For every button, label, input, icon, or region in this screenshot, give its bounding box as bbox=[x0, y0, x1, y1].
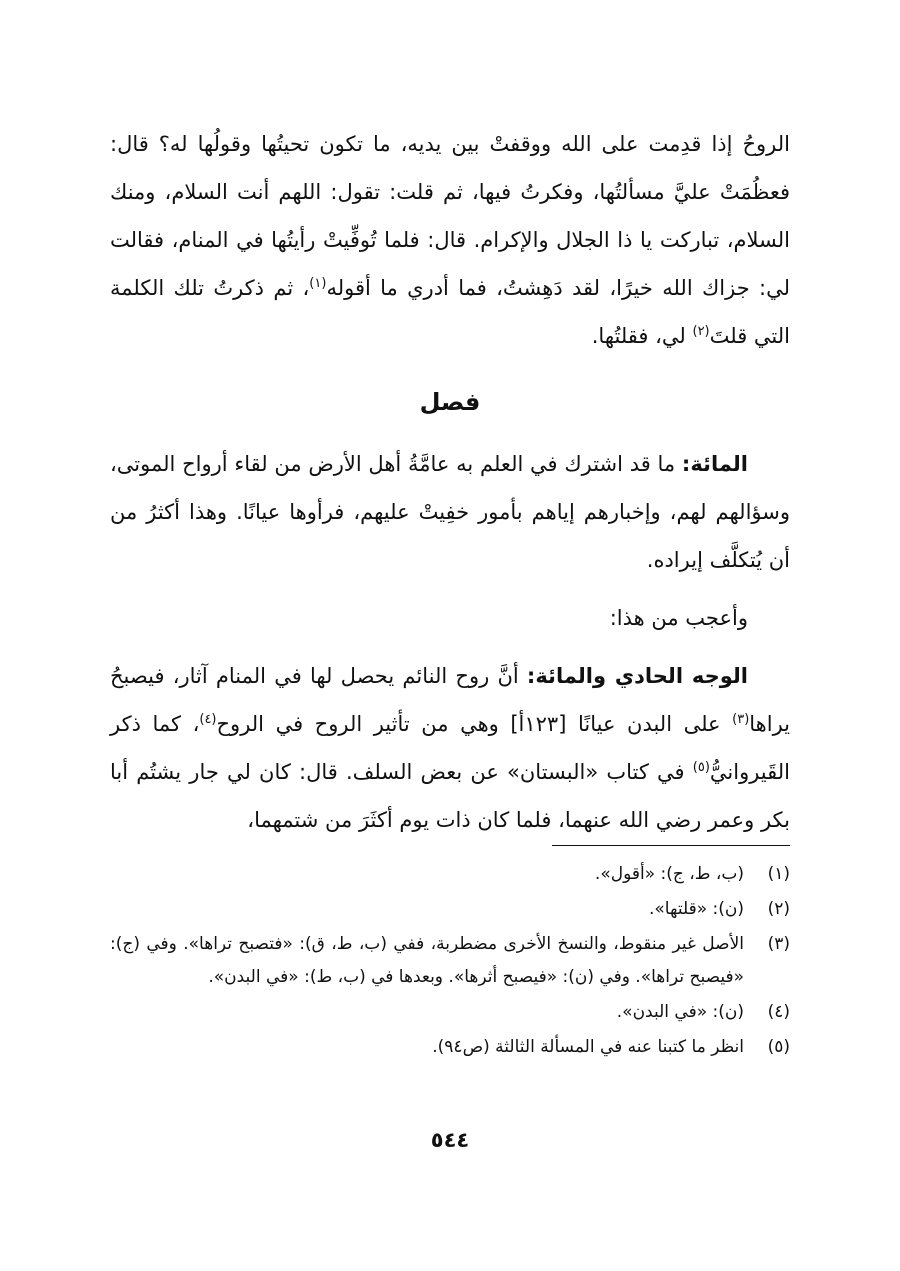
footnote-text: (ن): «في البدن». bbox=[616, 1002, 744, 1022]
footnote-text: (ب، ط، ج): «أقول». bbox=[594, 864, 744, 884]
footnote-item bbox=[110, 858, 790, 891]
paragraph-4-text-a: أنَّ روح النائم يحصل لها في المنام آثار، فيصبحُ يراها bbox=[110, 664, 791, 736]
paragraph-2-lead: المائة: bbox=[681, 452, 748, 476]
paragraph-3: وأعجب من هذا: bbox=[609, 606, 748, 630]
footnote-item bbox=[110, 1031, 790, 1064]
footnote-text: انظر ما كتبنا عنه في المسألة الثالثة (ص٩٤). bbox=[432, 1037, 744, 1057]
footnote-number: (٢) bbox=[767, 899, 790, 919]
footnote-text: (ن): «قلتها». bbox=[649, 899, 744, 919]
footnotes bbox=[110, 858, 790, 1066]
footnote-number: (٥) bbox=[767, 1037, 790, 1057]
footnote-text: الأصل غير منقوط، والنسخ الأخرى مضطربة، ففي (ب، ط، ق): «فتصبح تراها». وفي (ج): «فيصبح تراها». وفي (ن): «فيصبح أثرها». وبعدها في (ب، ط): «في البدن». bbox=[110, 934, 744, 987]
paragraph-2 bbox=[110, 440, 790, 584]
footnote-ref-4[interactable]: (٤) bbox=[199, 712, 217, 727]
footnote-divider bbox=[552, 845, 790, 846]
paragraph-1-text-b: ، ثم ذكرتُ تلك الكلمة التي قلتَ bbox=[110, 276, 790, 348]
footnote-number: (٣) bbox=[767, 934, 790, 954]
footnote-item bbox=[110, 928, 790, 994]
paragraph-1-text-c: لي، فقلتُها. bbox=[591, 324, 693, 348]
footnote-ref-5[interactable]: (٥) bbox=[692, 760, 710, 775]
footnote-number: (١) bbox=[767, 864, 790, 884]
paragraph-1 bbox=[110, 120, 790, 360]
paragraph-4-text-b: على البدن عيانًا [١٢٣أ] وهي من تأثير الروح في الروح bbox=[216, 712, 733, 736]
paragraph-4 bbox=[110, 652, 790, 844]
paragraph-1-text: الروحُ إذا قدِمت على الله ووقفتْ بين يديه، ما تكون تحيتُها وقولُها له؟ قال: فعظُمَتْ عليَّ مسألتُها، وفكرتُ فيها، ثم قلت: تقول: اللهم أنت السلام، ومنك السلام، تباركت يا ذا الجلال والإكرام. قال: فلما تُوفِّيتْ رأيتُها في المنام، فقالت لي: جزاك الله خيرًا، لقد دَهِشتُ، فما أدري ما أقوله bbox=[110, 132, 790, 300]
paragraph-4-text-c: ، كما ذكر القَيروانيُّ bbox=[110, 712, 790, 784]
section-heading: فصل bbox=[419, 388, 481, 416]
footnote-item bbox=[110, 996, 790, 1029]
footnote-ref-2[interactable]: (٢) bbox=[692, 324, 710, 339]
paragraph-4-lead: الوجه الحادي والمائة: bbox=[526, 664, 748, 688]
main-text bbox=[110, 120, 790, 844]
paragraph-4-text-d: في كتاب «البستان» عن بعض السلف. قال: كان لي جار يشتُم أبا بكر وعمر رضي الله عنهما، فلما كان ذات يوم أكثَرَ من شتمهما، bbox=[110, 760, 790, 832]
footnote-item bbox=[110, 893, 790, 926]
footnote-number: (٤) bbox=[767, 1002, 790, 1022]
footnote-ref-3[interactable]: (٣) bbox=[732, 712, 750, 727]
paragraph-2-text: ما قد اشترك في العلم به عامَّةُ أهل الأرض من لقاء أرواح الموتى، وسؤالهم لهم، وإخبارهم إياهم بأمور خفِيتْ عليهم، فرأوها عيانًا. وهذا أكثرُ من أن يُتكلَّف إيراده. bbox=[110, 452, 790, 572]
page-number: ٥٤٤ bbox=[430, 1128, 470, 1152]
footnote-ref-1[interactable]: (١) bbox=[309, 276, 327, 291]
